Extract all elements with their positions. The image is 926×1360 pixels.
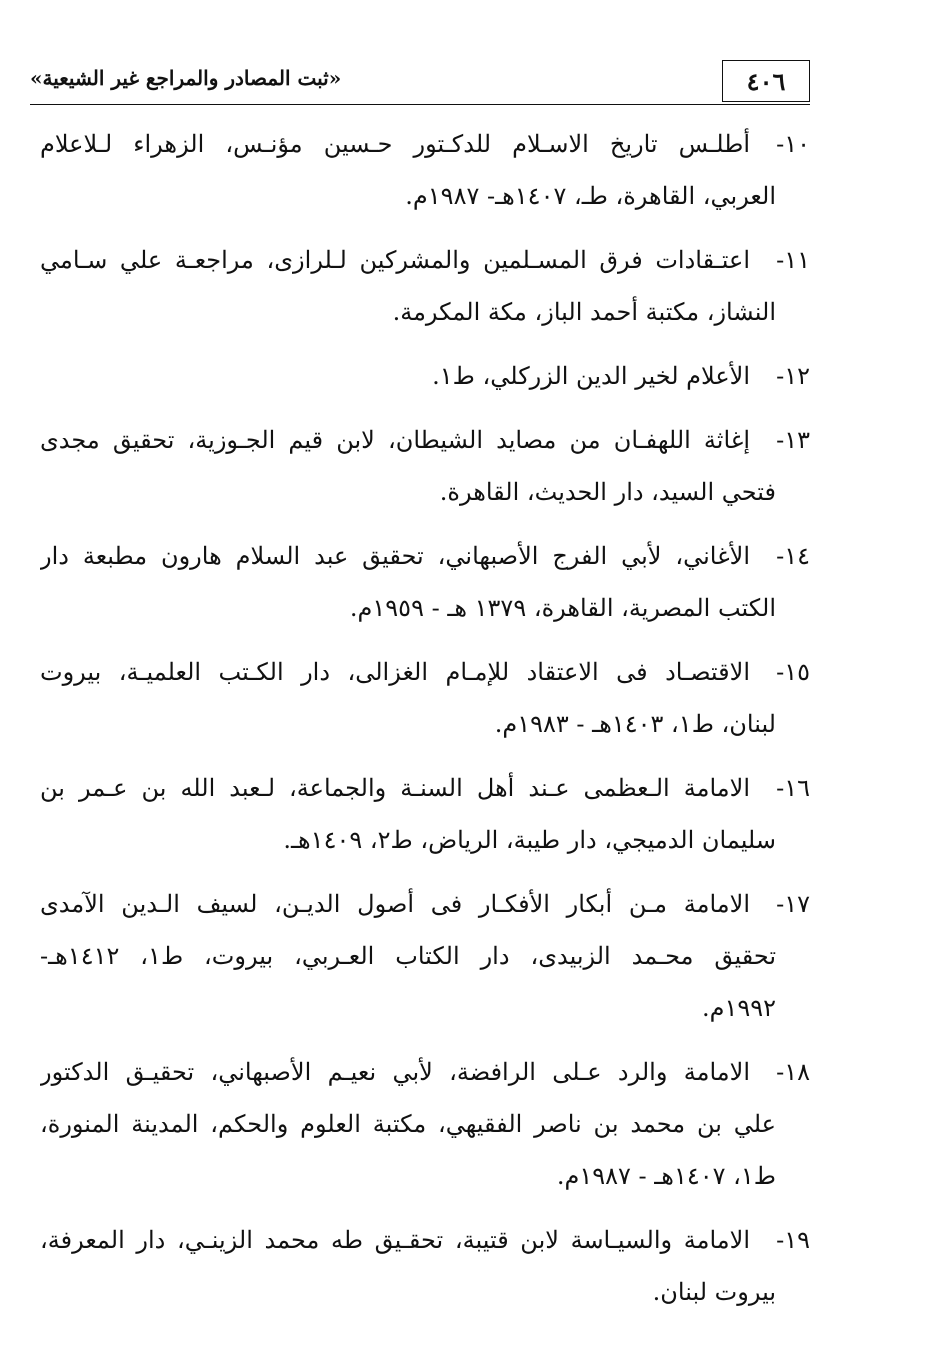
entry-text — [40, 118, 776, 222]
bibliography-entry — [40, 530, 810, 634]
entry-line: الامامة والسيـاسة لابن قتيبة، تحقـيق طه محمد الزينـي، دار المعرفة، — [40, 1226, 750, 1254]
bibliography-entry — [40, 762, 810, 866]
entry-text — [40, 234, 776, 338]
entry-number: ١٨- — [776, 1058, 810, 1086]
entry-line: ١٩٩٢م. — [701, 994, 776, 1022]
entry-line: الكتب المصرية، القاهرة، ١٣٧٩ هـ - ١٩٥٩م. — [349, 594, 776, 622]
entry-text — [40, 414, 776, 518]
bibliography-entry — [40, 1046, 810, 1202]
entry-line: أطلـس تاريخ الاسـلام للدكـتور حـسين مؤنـس، الزهراء لـلاعلام — [40, 130, 750, 158]
entry-number: ١١- — [776, 246, 810, 274]
entry-line: الاقتصـاد فى الاعتقاد للإمـام الغزالى، دار الكـتب العلميـة، بيروت — [40, 658, 750, 686]
bibliography-list — [40, 118, 810, 1330]
entry-text — [40, 1214, 776, 1318]
entry-line: لبنان، ط١، ١٤٠٣هـ - ١٩٨٣م. — [494, 710, 776, 738]
entry-text — [40, 878, 776, 1034]
entry-text — [40, 762, 776, 866]
bibliography-entry — [40, 1214, 810, 1318]
entry-number: ١٠- — [776, 130, 810, 158]
page-number: ٤٠٦ — [722, 60, 810, 102]
entry-text — [40, 1046, 776, 1202]
bibliography-entry — [40, 878, 810, 1034]
entry-number: ١٧- — [776, 890, 810, 918]
entry-line: الأغاني، لأبي الفرج الأصبهاني، تحقيق عبد السلام هارون مطبعة دار — [40, 542, 750, 570]
entry-line: العربي، القاهرة، طـ، ١٤٠٧هـ- ١٩٨٧م. — [405, 182, 776, 210]
entry-line: النشاز، مكتبة أحمد الباز، مكة المكرمة. — [392, 298, 776, 326]
entry-line: إغاثة اللهفـان من مصايد الشيطان، لابن قيم الجـوزية، تحقيق مجدى — [40, 426, 750, 454]
entry-line: سليمان الدميجي، دار طيبة، الرياض، ط٢، ١٤٠٩هـ. — [283, 826, 776, 854]
bibliography-entry — [40, 646, 810, 750]
bibliography-entry — [40, 234, 810, 338]
entry-line: بيروت لبنان. — [652, 1278, 776, 1306]
entry-text — [40, 350, 750, 402]
bibliography-entry — [40, 414, 810, 518]
entry-number: ١٩- — [776, 1226, 810, 1254]
entry-line: تحقيق محـمد الزبيدى، دار الكتاب العـربي، بيروت، ط١، ١٤١٢هـ- — [40, 942, 776, 970]
entry-number: ١٦- — [776, 774, 810, 802]
entry-line: علي بن محمد بن ناصر الفقيهي، مكتبة العلوم والحكم، المدينة المنورة، — [40, 1110, 776, 1138]
entry-number: ١٤- — [776, 542, 810, 570]
entry-line: ط١، ١٤٠٧هـ - ١٩٨٧م. — [556, 1162, 776, 1190]
entry-number: ١٥- — [776, 658, 810, 686]
page-header — [30, 58, 810, 104]
entry-line: الامامة الـعظمى عـند أهل السنـة والجماعة، لـعبد الله بن عـمر بن — [40, 774, 750, 802]
entry-line: اعتـقادات فرق المسـلمين والمشركين لـلرازى، مراجعـة علي سـامي — [40, 246, 750, 274]
entry-number: ١٣- — [776, 426, 810, 454]
bibliography-entry — [40, 118, 810, 222]
running-title: «ثبت المصادر والمراجع غير الشيعية» — [30, 66, 342, 90]
header-divider — [30, 104, 810, 105]
entry-text — [40, 530, 776, 634]
entry-line: الامامة والرد عـلى الرافضة، لأبي نعيـم الأصبهاني، تحقيـق الدكتور — [40, 1058, 750, 1086]
entry-number: ١٢- — [776, 362, 810, 390]
bibliography-entry — [40, 350, 810, 402]
entry-text — [40, 646, 776, 750]
entry-line: الامامة مـن أبكار الأفكـار فى أصول الديـن، لسيف الـدين الآمدى — [40, 890, 750, 918]
entry-line: فتحي السيد، دار الحديث، القاهرة. — [439, 478, 776, 506]
entry-line: الأعلام لخير الدين الزركلي، ط١. — [432, 362, 750, 390]
